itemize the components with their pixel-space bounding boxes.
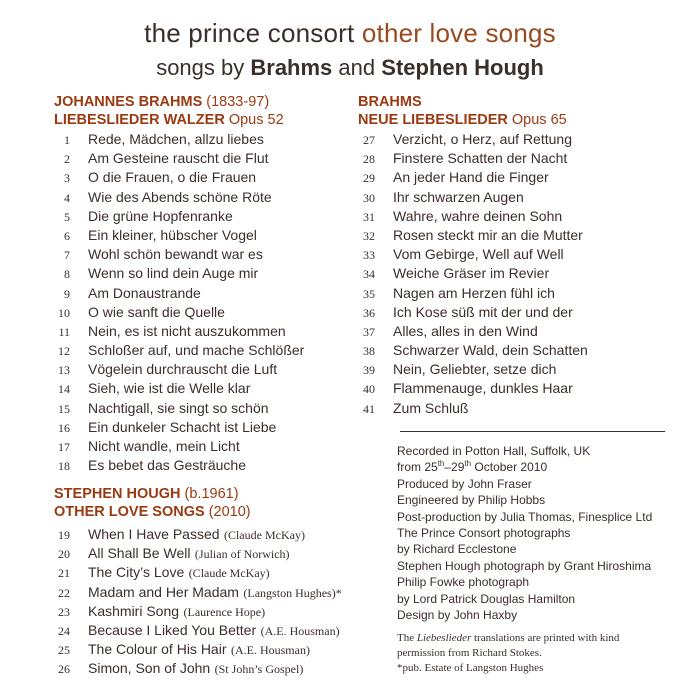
track-title: All Shall Be Well	[88, 545, 191, 562]
track-title: When I Have Passed	[88, 526, 220, 542]
track-title: Kashmiri Song	[88, 602, 180, 619]
track-title: Ein dunkeler Schacht ist Liebe	[88, 418, 277, 435]
track-title: Alles, alles in den Wind	[393, 322, 538, 339]
track-item	[353, 245, 588, 264]
credit-photo-hough: Stephen Hough photograph by Grant Hiroshima	[397, 558, 652, 573]
track-title: Ein kleiner, hübscher Vogel	[88, 226, 257, 243]
track-number: 28	[363, 152, 375, 167]
track-item	[48, 168, 304, 187]
track-title: Sieh, wie ist die Welle klar	[88, 380, 251, 397]
track-poet: (Claude McKay)	[188, 566, 270, 581]
track-title: The Colour of His Hair	[88, 641, 227, 658]
work-title: OTHER LOVE SONGS	[54, 504, 205, 520]
track-title: Nagen am Herzen fühl ich	[393, 284, 555, 301]
track-title: Am Gesteine rauscht die Flut	[88, 150, 269, 167]
work-opus: Opus 65	[511, 112, 567, 128]
translation-note-line2: permission from Richard Stokes.	[397, 647, 542, 659]
title-album: other love songs	[361, 18, 556, 48]
track-number: 20	[58, 547, 70, 562]
composer-name: STEPHEN HOUGH	[54, 486, 181, 502]
track-item	[353, 284, 588, 303]
track-title: Am Donaustrande	[88, 284, 201, 301]
work-title: NEUE LIEBESLIEDER	[358, 112, 508, 128]
track-item	[48, 264, 304, 283]
track-number: 33	[363, 248, 375, 263]
track-number: 6	[64, 228, 70, 243]
track-title: Ich Kose süß mit der und der	[393, 303, 573, 320]
track-title: O die Frauen, o die Frauen	[88, 169, 257, 186]
subtitle-prefix: songs by	[156, 55, 245, 80]
work-opus: Opus 52	[228, 112, 284, 128]
section-heading-brahms-op52	[54, 93, 284, 129]
track-title: Verzicht, o Herz, auf Rettung	[393, 131, 572, 147]
work-title: LIEBESLIEDER WALZER	[54, 112, 225, 128]
subtitle-and: and	[338, 55, 376, 80]
track-item	[353, 188, 588, 207]
track-item	[48, 284, 304, 303]
track-number: 16	[58, 420, 70, 435]
track-number: 25	[58, 643, 70, 658]
title-ensemble: the prince consort	[144, 18, 355, 48]
track-number: 19	[58, 528, 70, 542]
track-number: 38	[363, 344, 375, 359]
track-title: Nein, Geliebter, setze dich	[393, 361, 557, 378]
track-number: 12	[58, 344, 70, 359]
track-number: 29	[363, 171, 375, 186]
track-title: An jeder Hand die Finger	[393, 169, 549, 186]
translation-note: The Liebeslieder translations are printed with kind	[397, 632, 620, 644]
track-number: 7	[64, 248, 70, 263]
track-number: 15	[58, 401, 70, 416]
track-number: 5	[64, 209, 70, 224]
track-number: 26	[58, 662, 70, 677]
track-number: 10	[58, 305, 70, 320]
track-poet: (Laurence Hope)	[183, 604, 266, 619]
track-number: 3	[64, 171, 70, 186]
track-item	[48, 322, 304, 341]
credits-divider	[400, 431, 665, 432]
recording-credits	[397, 443, 697, 623]
track-item	[48, 437, 304, 456]
track-title: Simon, Son of John	[88, 660, 211, 677]
credit-dates: from 25th–29th October 2010	[397, 459, 548, 475]
track-item	[48, 188, 304, 207]
track-number: 18	[58, 459, 70, 474]
track-title: Vom Gebirge, Well auf Well	[393, 246, 564, 263]
track-item	[353, 149, 588, 168]
track-number: 39	[363, 363, 375, 378]
track-number: 34	[363, 267, 375, 282]
track-item	[48, 659, 342, 678]
track-poet: (Langston Hughes)*	[243, 585, 342, 600]
track-number: 40	[363, 382, 375, 397]
credit-photo-ensemble: The Prince Consort photographs	[397, 526, 571, 541]
track-title: Because I Liked You Better	[88, 621, 257, 638]
section-heading-brahms-op65	[358, 93, 567, 129]
track-number: 13	[58, 363, 70, 378]
track-title: Ihr schwarzen Augen	[393, 188, 524, 205]
section-heading-hough	[54, 485, 251, 521]
track-item	[353, 341, 588, 360]
track-item	[353, 130, 588, 149]
track-number: 24	[58, 623, 70, 638]
track-number: 36	[363, 305, 375, 320]
track-item	[48, 149, 304, 168]
track-number: 14	[58, 382, 70, 397]
track-number: 4	[64, 190, 70, 205]
track-item	[48, 245, 304, 264]
track-item	[353, 226, 588, 245]
track-number: 27	[363, 133, 375, 147]
track-number: 8	[64, 267, 70, 282]
track-number: 11	[58, 324, 70, 339]
credit-photo-ensemble-by: by Richard Ecclestone	[397, 542, 517, 557]
track-item	[48, 207, 304, 226]
track-number: 17	[58, 440, 70, 454]
subtitle-composer-2: Stephen Hough	[381, 55, 544, 80]
album-title	[0, 18, 700, 49]
work-year: (2010)	[208, 504, 251, 520]
track-title: Wohl schön bewandt war es	[88, 246, 263, 263]
track-title: Weiche Gräser im Revier	[393, 265, 550, 282]
track-item	[353, 322, 588, 341]
composer-name: JOHANNES BRAHMS	[54, 94, 203, 110]
track-item	[353, 399, 588, 418]
track-number: 31	[363, 209, 375, 224]
track-item	[353, 168, 588, 187]
composer-dates: (1833-97)	[206, 94, 270, 110]
track-poet: (St John’s Gospel)	[214, 662, 304, 677]
track-number: 32	[363, 228, 375, 243]
composer-name: BRAHMS	[358, 94, 422, 110]
track-number: 9	[64, 286, 70, 301]
credit-photo-fowke: Philip Fowke photograph	[397, 575, 530, 590]
track-number: 1	[64, 133, 70, 147]
tracklist-hough	[48, 525, 342, 679]
track-item	[353, 264, 588, 283]
track-title: Es bebet das Gesträuche	[88, 457, 246, 474]
track-poet: (Claude McKay)	[223, 528, 305, 542]
track-number: 22	[58, 585, 70, 600]
track-title: Nein, es ist nicht auszukommen	[88, 322, 286, 339]
track-title: Rede, Mädchen, allzu liebes	[88, 131, 264, 147]
publisher-note: *pub. Estate of Langston Hughes	[397, 662, 544, 674]
tracklist-brahms-op52	[48, 130, 304, 475]
track-title: Wahre, wahre deinen Sohn	[393, 207, 563, 224]
track-title: Schloßer auf, und mache Schlößer	[88, 342, 305, 359]
track-title: Wenn so lind dein Auge mir	[88, 265, 259, 282]
album-subtitle	[0, 55, 700, 81]
credit-engineer: Engineered by Philip Hobbs	[397, 493, 546, 508]
track-item	[48, 621, 342, 640]
track-item	[48, 544, 342, 563]
track-title: O wie sanft die Quelle	[88, 303, 225, 320]
composer-dates: (b.1961)	[184, 486, 239, 502]
track-title: Madam and Her Madam	[88, 583, 239, 600]
footnotes	[397, 631, 697, 676]
credit-design: Design by John Haxby	[397, 608, 518, 623]
track-title: Schwarzer Wald, dein Schatten	[393, 342, 588, 359]
track-poet: (Julian of Norwich)	[194, 547, 290, 562]
track-title: Rosen steckt mir an die Mutter	[393, 226, 583, 243]
track-item	[353, 379, 588, 398]
track-poet: (A.E. Housman)	[260, 623, 340, 638]
track-item	[353, 303, 588, 322]
track-item	[48, 399, 304, 418]
track-title: Zum Schluß	[393, 399, 469, 416]
track-item	[48, 583, 342, 602]
track-item	[353, 207, 588, 226]
track-item	[48, 418, 304, 437]
track-title: Flammenauge, dunkles Haar	[393, 380, 573, 397]
track-item	[48, 130, 304, 149]
track-title: Nachtigall, sie singt so schön	[88, 399, 269, 416]
track-poet: (A.E. Housman)	[230, 643, 310, 658]
credit-postproduction: Post-production by Julia Thomas, Finesplice Ltd	[397, 509, 653, 524]
track-item	[48, 379, 304, 398]
credit-photo-fowke-by: by Lord Patrick Douglas Hamilton	[397, 591, 576, 606]
track-number: 41	[363, 401, 375, 416]
tracklist-brahms-op65	[353, 130, 588, 418]
track-title: Nicht wandle, mein Licht	[88, 438, 240, 454]
track-title: Die grüne Hopfenranke	[88, 207, 233, 224]
subtitle-composer-1: Brahms	[250, 55, 333, 80]
track-number: 37	[363, 324, 375, 339]
track-item	[48, 602, 342, 621]
track-item	[48, 563, 342, 582]
track-number: 23	[58, 604, 70, 619]
track-title: Wie des Abends schöne Röte	[88, 188, 272, 205]
credit-producer: Produced by John Fraser	[397, 476, 532, 491]
track-item	[48, 226, 304, 245]
track-number: 21	[58, 566, 70, 581]
track-number: 30	[363, 190, 375, 205]
credit-recorded: Recorded in Potton Hall, Suffolk, UK	[397, 444, 591, 458]
track-item	[48, 456, 304, 475]
track-item	[48, 303, 304, 322]
track-title: The City’s Love	[88, 564, 185, 581]
track-item	[48, 525, 342, 544]
track-title: Vögelein durchrauscht die Luft	[88, 361, 278, 378]
track-title: Finstere Schatten der Nacht	[393, 150, 568, 167]
track-item	[48, 341, 304, 360]
track-item	[48, 640, 342, 659]
track-item	[48, 360, 304, 379]
track-item	[353, 360, 588, 379]
track-number: 35	[363, 286, 375, 301]
track-number: 2	[64, 152, 70, 167]
